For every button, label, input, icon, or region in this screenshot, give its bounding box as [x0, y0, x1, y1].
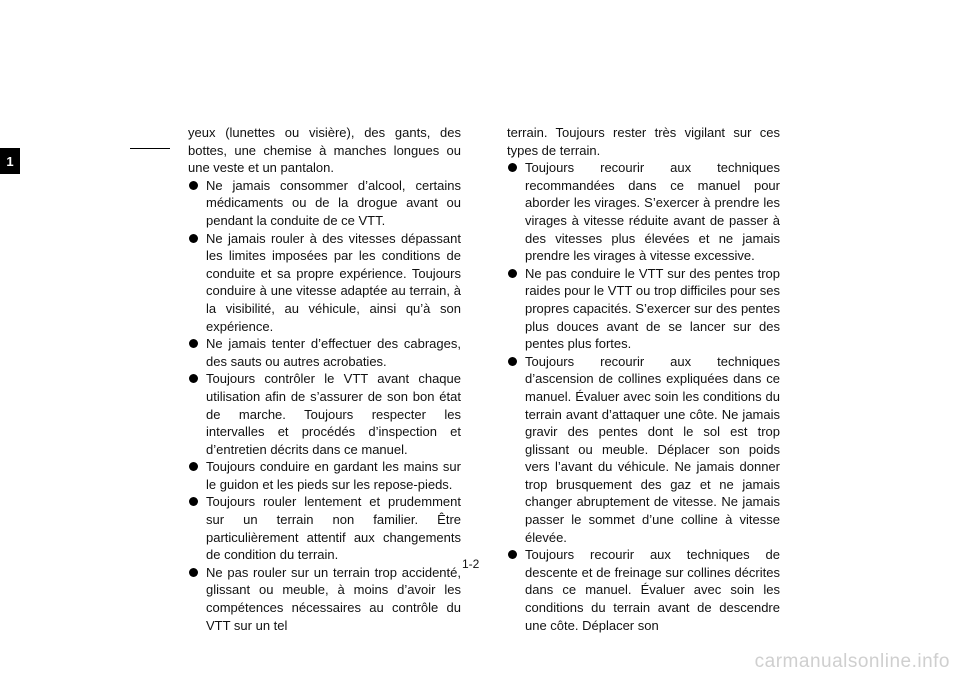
page-number: 1-2: [462, 557, 480, 571]
list-item: [188, 564, 461, 634]
bullet-icon: [508, 550, 517, 559]
list-item-text: Toujours recourir aux techniques recommandées dans ce manuel pour aborder les virages. S’exercer à prendre les virages à vitesse réduite avant de passer à des vitesses plus élevées et ne jamais prendre les virages à vitesse excessive.: [525, 160, 780, 264]
bullet-icon: [189, 497, 198, 506]
list-item-text: Toujours recourir aux techniques d’ascension de collines expliquées dans ce manuel. Évaluer avec soin les conditions du terrain avant d’attaquer une côte. Ne jamais gravir des pentes dont le sol est trop glissant ou meuble. Déplacer son poids vers l’avant du véhicule. Ne jamais donner trop brusquement des gaz et ne jamais changer abruptement de vitesse. Ne jamais passer le sommet d’une colline à vitesse élevée.: [525, 353, 780, 545]
bullet-icon: [189, 568, 198, 577]
list-item-text: Toujours rouler lentement et prudemment sur un terrain non familier. Être particulièrement attentif aux changements de condition du terrain.: [206, 494, 461, 563]
list-item-text: Ne pas rouler sur un terrain trop accidenté, glissant ou meuble, à moins d’avoir les compétences nécessaires au contrôle du VTT sur un tel: [206, 564, 461, 633]
list-item: [507, 159, 780, 265]
list-item-text: Ne pas conduire le VTT sur des pentes trop raides pour le VTT ou trop difficiles pour ses propres capacités. S’exercer sur des pentes plus douces avant de se lancer sur des pentes plus fortes.: [525, 265, 780, 352]
list-item: [507, 265, 780, 353]
watermark: carmanualsonline.info: [754, 651, 950, 672]
left-continuation-text: yeux (lunettes ou visière), des gants, des bottes, une chemise à manches longues ou une veste et un pantalon.: [188, 125, 461, 176]
list-item-text: Toujours conduire en gardant les mains sur le guidon et les pieds sur les repose-pieds.: [206, 459, 461, 492]
list-item: [188, 370, 461, 458]
list-item: [188, 493, 461, 563]
list-item: [507, 353, 780, 547]
list-item-text: Toujours recourir aux techniques de descente et de freinage sur collines décrites dans ce manuel. Évaluer avec soin les conditions du terrain avant de descendre une côte. Déplacer son: [525, 547, 780, 633]
right-column: [507, 124, 780, 634]
right-bullet-list: [507, 159, 780, 634]
bullet-icon: [189, 181, 198, 190]
list-item-text: Toujours contrôler le VTT avant chaque utilisation afin de s’assurer de son bon état de marche. Toujours respecter les intervalles et procédés d’inspection et d’entretien décrits dans ce manuel.: [206, 371, 461, 457]
section-tab: 1: [0, 148, 20, 174]
list-item-text: Ne jamais tenter d’effectuer des cabrages, des sauts ou autres acrobaties.: [206, 336, 461, 369]
list-item: [188, 335, 461, 370]
bullet-icon: [189, 374, 198, 383]
bullet-icon: [189, 462, 198, 471]
list-item: [188, 458, 461, 493]
left-bullet-list: [188, 177, 461, 634]
list-item: [188, 230, 461, 336]
list-item: [507, 546, 780, 634]
right-continuation-text: terrain. Toujours rester très vigilant sur ces types de terrain.: [507, 125, 780, 158]
list-item: [188, 177, 461, 230]
bullet-icon: [189, 234, 198, 243]
list-item-text: Ne jamais consommer d’alcool, certains médicaments ou de la drogue avant ou pendant la conduite de ce VTT.: [206, 177, 461, 228]
bullet-icon: [189, 339, 198, 348]
bullet-icon: [508, 357, 517, 366]
list-item-text: Ne jamais rouler à des vitesses dépassant les limites imposées par les conditions de conduite et sa propre expérience. Toujours conduire à une vitesse adaptée au terrain, à la visibilité, au véhicule, ainsi qu’à son expérience.: [206, 230, 461, 334]
bullet-icon: [508, 163, 517, 172]
section-rule: [130, 148, 170, 149]
left-column: [188, 124, 461, 634]
bullet-icon: [508, 269, 517, 278]
